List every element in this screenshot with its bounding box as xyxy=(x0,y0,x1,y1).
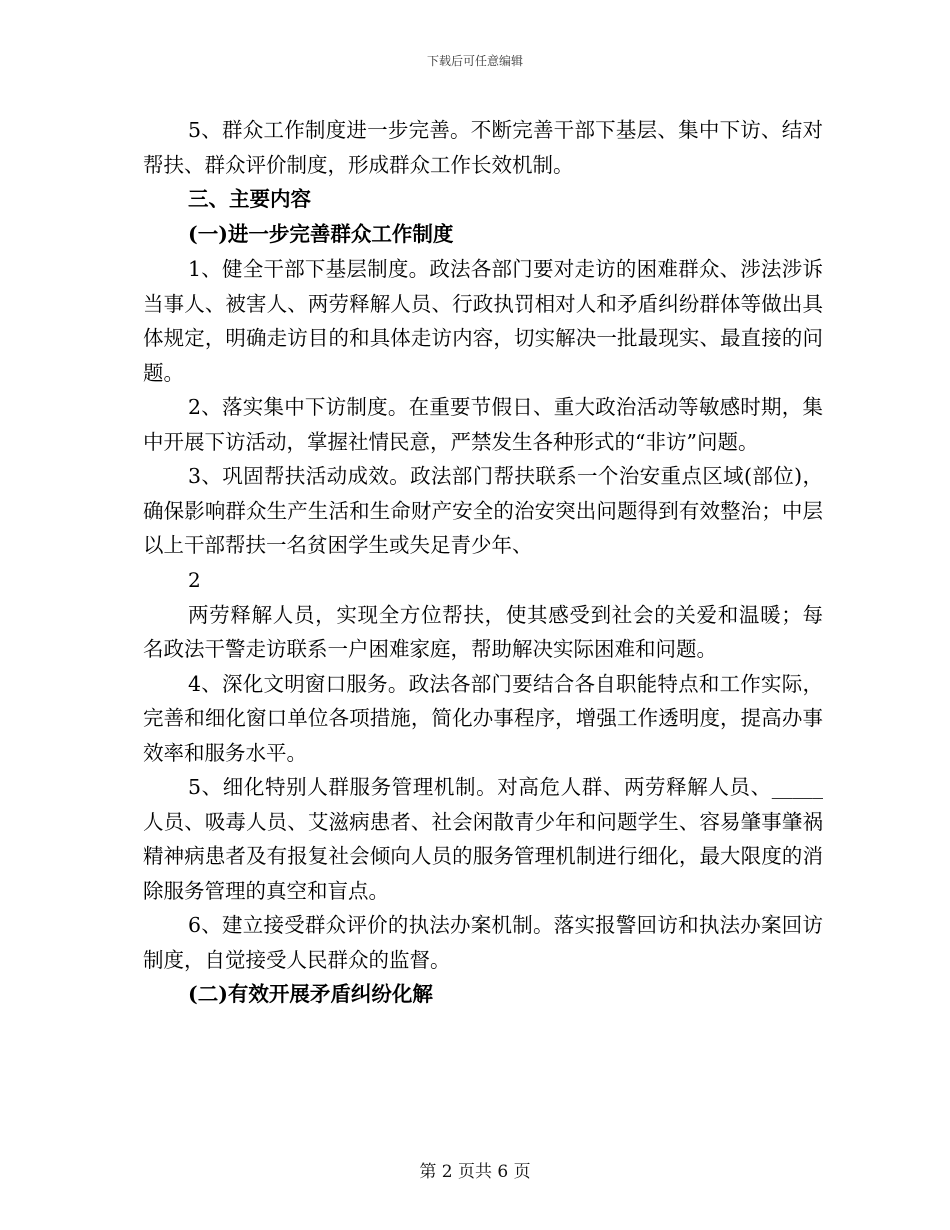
subsection-heading-2: (二)有效开展矛盾纠纷化解 xyxy=(188,982,433,1006)
inline-page-number: 2 xyxy=(188,567,201,592)
paragraph-item-2: 2、落实集中下访制度。在重要节假日、重大政治活动等敏感时期，集中开展下访活动，掌握社情民意，严禁发生各种形式的“非访”问题。 xyxy=(143,395,823,454)
paragraph-item-6: 6、建立接受群众评价的执法办案机制。落实报警回访和执法办案回访制度，自觉接受人民群众的监督。 xyxy=(143,913,823,972)
paragraph-item-1: 1、健全干部下基层制度。政法各部门要对走访的困难群众、涉法涉诉当事人、被害人、两劳释解人员、行政执罚相对人和矛盾纠纷群体等做出具体规定，明确走访目的和具体走访内容，切实解决一批最现实、最直接的问题。 xyxy=(143,257,823,385)
subsection-heading-1: (一)进一步完善群众工作制度 xyxy=(188,222,454,246)
section-heading-main-content: 三、主要内容 xyxy=(188,187,311,211)
paragraph-item-5: 5、细化特别人群服务管理机制。对高危人群、两劳释解人员、_____人员、吸毒人员、艾滋病患者、社会闲散青少年和问题学生、容易肇事肇祸精神病患者及有报复社会倾向人员的服务管理机制进行细化，最大限度的消除服务管理的真空和盲点。 xyxy=(143,775,823,903)
paragraph-item-3-continued: 两劳释解人员，实现全方位帮扶，使其感受到社会的关爱和温暖；每名政法干警走访联系一户困难家庭，帮助解决实际困难和问题。 xyxy=(143,602,823,661)
paragraph-item-3: 3、巩固帮扶活动成效。政法部门帮扶联系一个治安重点区域(部位)，确保影响群众生产生活和生命财产安全的治安突出问题得到有效整治；中层以上干部帮扶一名贫困学生或失足青少年、 xyxy=(143,464,823,557)
paragraph-item-5-mechanism: 5、群众工作制度进一步完善。不断完善干部下基层、集中下访、结对帮扶、群众评价制度，形成群众工作长效机制。 xyxy=(143,118,823,177)
page-footer: 第 2 页共 6 页 xyxy=(419,1162,531,1182)
document-body xyxy=(143,113,823,1012)
paragraph-item-4: 4、深化文明窗口服务。政法各部门要结合各自职能特点和工作实际，完善和细化窗口单位各项措施，简化办事程序，增强工作透明度，提高办事效率和服务水平。 xyxy=(143,671,823,765)
page-header: 下载后可任意编辑 xyxy=(426,54,523,68)
